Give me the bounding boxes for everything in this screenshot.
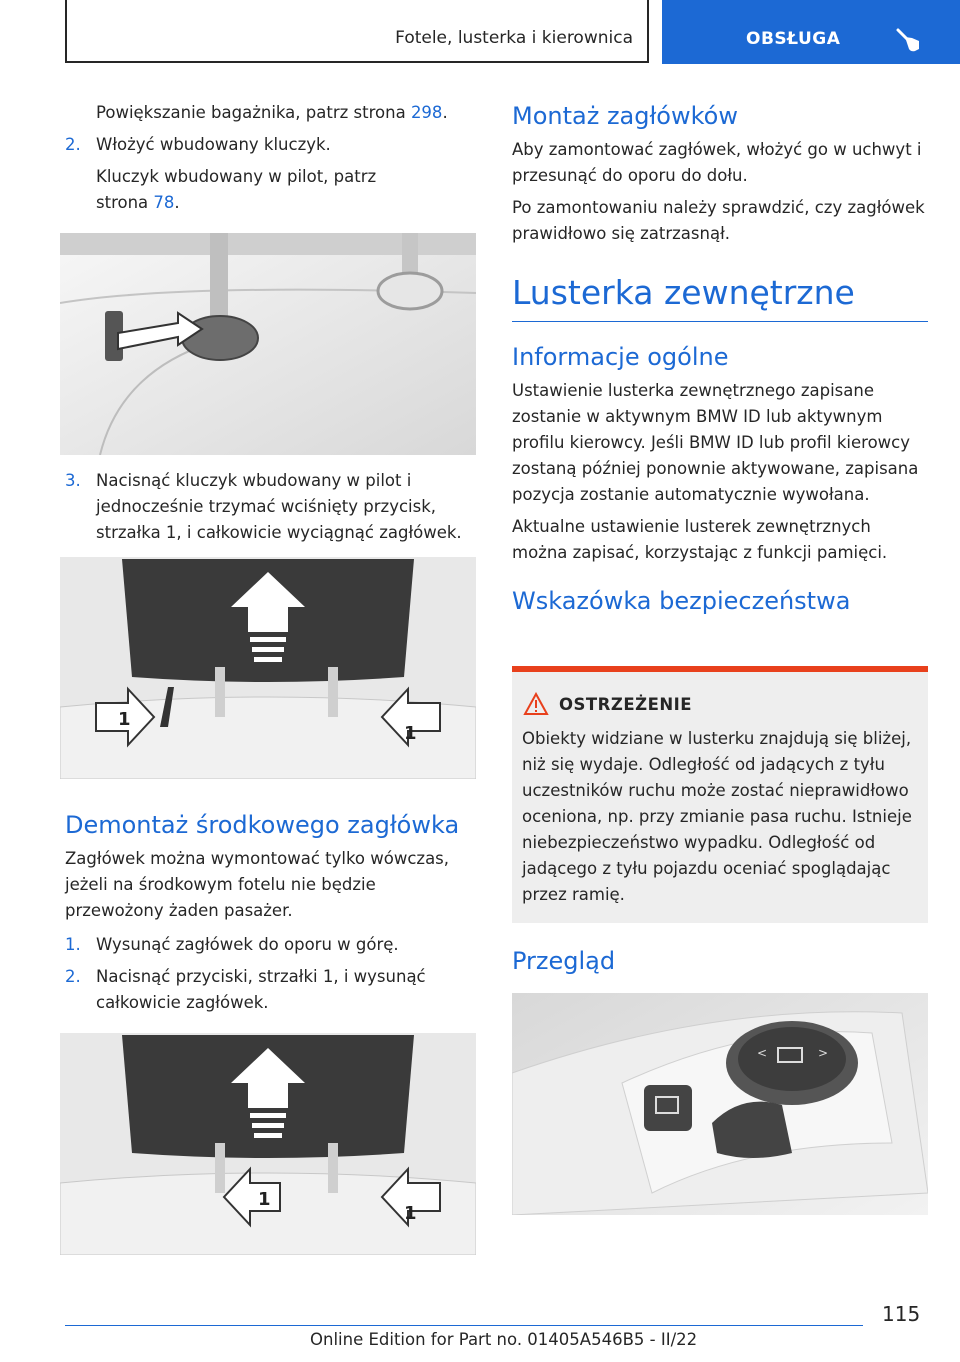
paragraph-general-2: Aktualne ustawienie lusterek zewnętrznych można zapisać, korzystając z funkcji pamięci. bbox=[512, 517, 888, 562]
step-number: 1. bbox=[65, 935, 81, 954]
figure-headrest-release bbox=[60, 557, 476, 779]
section-label: OBSŁUGA bbox=[746, 29, 841, 49]
warning-box bbox=[512, 666, 928, 923]
heading-general: Informacje ogólne bbox=[512, 343, 729, 371]
figure-label: 1 bbox=[404, 1203, 417, 1224]
figure-label: 1 bbox=[118, 709, 131, 730]
figure-label: 1 bbox=[404, 723, 417, 744]
footer-rule bbox=[65, 1325, 863, 1326]
figure-headrest-key bbox=[60, 233, 476, 455]
figure-center-headrest bbox=[60, 1033, 476, 1255]
step-3: 3. Nacisnąć kluczyk wbudowany w pilot i jednocześnie trzymać wciśnięty przycisk, strzałka 1, i całkowicie wyciągnąć zagłówek. bbox=[65, 468, 477, 546]
figure-mirror-controls bbox=[512, 993, 928, 1215]
step-number: 2. bbox=[65, 967, 81, 986]
warning-bar bbox=[512, 666, 928, 672]
left-column bbox=[65, 100, 477, 216]
warning-text: Obiekty widziane w lusterku znajdują się bliżej, niż się wydaje. Odległość od jadących z tyłu uczestników ruchu może zostać nieprawidłowo oceniona, np. przy zmianie pasa ruchu. Istnieje niebezpieczeństwo wypadku. Odległość od jadącego z tyłu pojazdu oceniać spoglądając przez ramię. bbox=[522, 729, 912, 904]
page-link[interactable]: 78 bbox=[153, 193, 175, 212]
figure-label: 1 bbox=[258, 1189, 271, 1210]
center-step-2: 2. Nacisnąć przyciski, strzałki 1, i wysunąć całkowicie zagłówek. bbox=[65, 964, 477, 1016]
paragraph-general-1: Ustawienie lusterka zewnętrznego zapisane zostanie w aktywnym BMW ID lub aktywnym profilu kierowcy. Jeśli BMW ID lub profil kierowcy zostaną później ponownie aktywowane, zapisana pozycja zostanie automatycznie wywołana. bbox=[512, 381, 919, 504]
step-2: 2. Włożyć wbudowany kluczyk. bbox=[65, 132, 477, 158]
paragraph-mount-2: Po zamontowaniu należy sprawdzić, czy zagłówek prawidłowo się zatrzasnął. bbox=[512, 198, 925, 243]
section-tab[interactable] bbox=[662, 0, 960, 64]
center-step-1: 1. Wysunąć zagłówek do oporu w górę. bbox=[65, 932, 477, 958]
heading-mirrors: Lusterka zewnętrzne bbox=[512, 273, 855, 312]
heading-mount: Montaż zagłówków bbox=[512, 102, 738, 130]
warning-title: OSTRZEŻENIE bbox=[559, 695, 693, 714]
step-2-note: Kluczyk wbudowany w pilot, patrz strona 78. bbox=[96, 167, 377, 212]
heading-rule bbox=[512, 321, 928, 322]
page-link[interactable]: 298 bbox=[410, 103, 443, 122]
footer-edition: Online Edition for Part no. 01405A546B5 - II/22 bbox=[310, 1330, 698, 1349]
warning-triangle-icon bbox=[523, 692, 549, 716]
heading-center-headrest: Demontaż środkowego zagłówka bbox=[65, 811, 460, 839]
right-column bbox=[512, 101, 928, 616]
paragraph-intro: Powiększanie bagażnika, patrz strona 298. bbox=[96, 103, 448, 122]
page-number: 115 bbox=[882, 1302, 921, 1326]
paragraph-center: Zagłówek można wymontować tylko wówczas, jeżeli na środkowym fotelu nie będzie przewożony żaden pasażer. bbox=[65, 849, 450, 920]
step-number: 2. bbox=[65, 135, 81, 154]
header-box bbox=[65, 0, 649, 63]
heading-overview: Przegląd bbox=[512, 947, 616, 975]
hand-pointer-icon bbox=[895, 27, 921, 53]
center-headrest-section bbox=[65, 810, 477, 1016]
paragraph-mount-1: Aby zamontować zagłówek, włożyć go w uchwyt i przesunąć do oporu do dołu. bbox=[512, 140, 922, 185]
chapter-title: Fotele, lusterka i kierownica bbox=[395, 28, 633, 48]
svg-text:>: > bbox=[818, 1046, 829, 1060]
step-number: 3. bbox=[65, 471, 81, 490]
heading-safety: Wskazówka bezpieczeństwa bbox=[512, 587, 851, 615]
svg-text:<: < bbox=[757, 1046, 768, 1060]
